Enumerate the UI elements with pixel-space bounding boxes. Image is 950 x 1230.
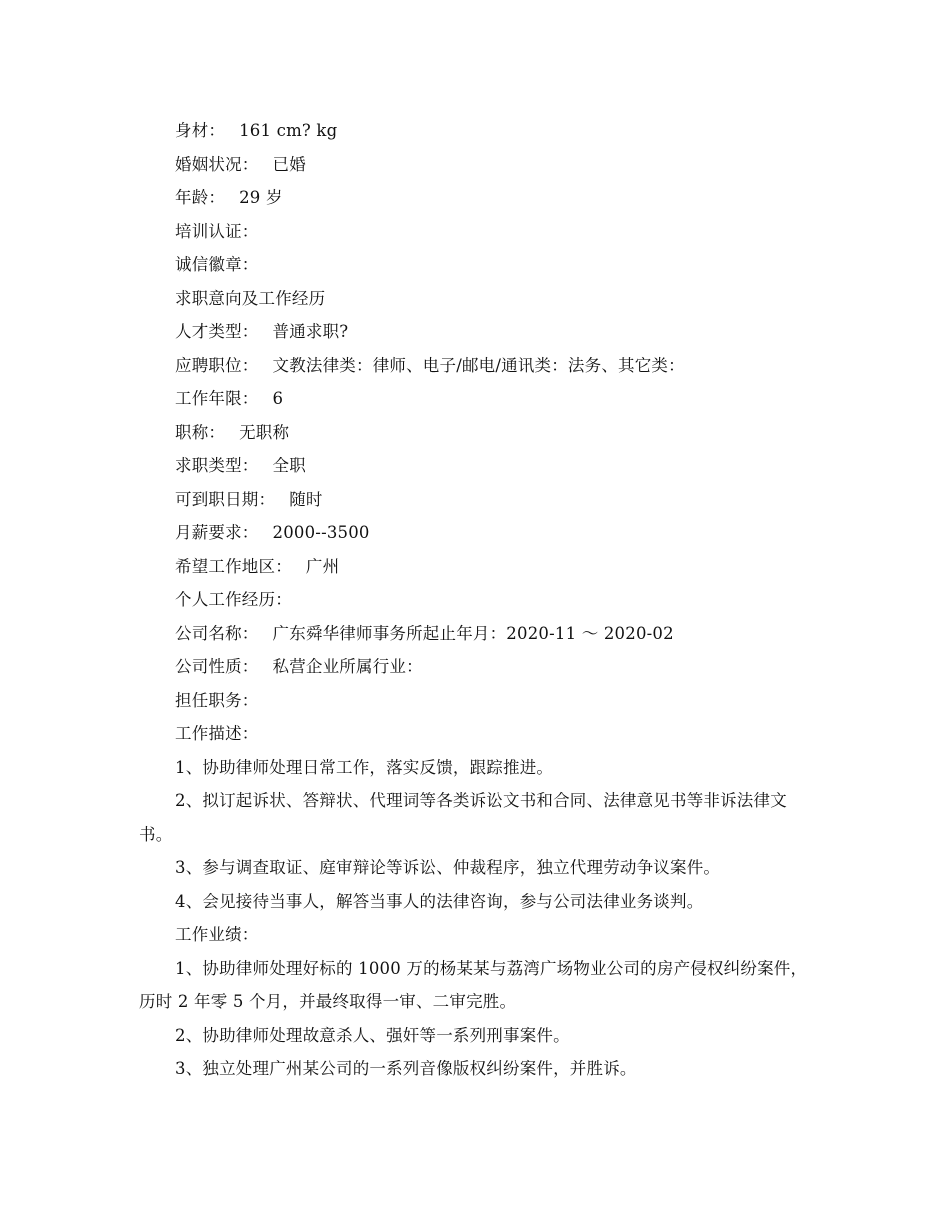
field-label: 公司性质： xyxy=(175,657,259,676)
field-label: 培训认证： xyxy=(175,221,259,241)
field-value: 161 cm? kg xyxy=(239,121,338,140)
field-value: 普通求职? xyxy=(272,322,349,341)
field-integrity-badge xyxy=(139,248,819,282)
field-position xyxy=(139,349,819,383)
field-value: 全职 xyxy=(272,456,306,475)
field-value: 广东舜华律师事务所起止年月：2020-11 ～ 2020-02 xyxy=(272,623,674,643)
experience-title: 个人工作经历： xyxy=(175,590,292,609)
field-job-type xyxy=(139,449,819,483)
duty-item: 2、拟订起诉状、答辩状、代理词等各类诉讼文书和合同、法律意见书等非诉法律文书。 xyxy=(139,791,787,844)
achievement-item: 1、协助律师处理好标的 1000 万的杨某某与荔湾广场物业公司的房产侵权纠纷案件，历时 2 年零 5 个月，并最终取得一审、二审完胜。 xyxy=(139,958,808,1011)
field-value: 文教法律类：律师、电子/邮电/通讯类：法务、其它类： xyxy=(272,355,685,375)
field-value: 6 xyxy=(272,389,284,408)
section-title: 求职意向及工作经历 xyxy=(175,288,326,308)
field-role xyxy=(139,684,819,718)
field-available-date xyxy=(139,483,819,517)
field-title xyxy=(139,416,819,450)
field-value: 29 岁 xyxy=(239,188,283,207)
field-height xyxy=(139,114,819,148)
field-label: 身材： xyxy=(175,121,226,140)
field-value: 私营企业所属行业： xyxy=(272,657,423,676)
field-marital-status xyxy=(139,148,819,182)
field-years-of-work xyxy=(139,382,819,416)
field-label: 月薪要求： xyxy=(175,523,259,542)
field-value: 随时 xyxy=(289,489,323,509)
field-salary xyxy=(139,516,819,550)
field-value: 已婚 xyxy=(272,154,306,174)
field-talent-type xyxy=(139,315,819,349)
field-company-name xyxy=(139,617,819,651)
field-label: 人才类型： xyxy=(175,322,259,341)
duty-item: 1、协助律师处理日常工作，落实反馈，跟踪推进。 xyxy=(175,757,554,777)
field-label: 应聘职位： xyxy=(175,355,259,375)
field-age xyxy=(139,181,819,215)
achievement-item: 3、独立处理广州某公司的一系列音像版权纠纷案件，并胜诉。 xyxy=(175,1059,637,1078)
field-label: 公司名称： xyxy=(175,623,259,643)
field-label: 工作年限： xyxy=(175,389,259,408)
duty-item: 4、会见接待当事人，解答当事人的法律咨询，参与公司法律业务谈判。 xyxy=(175,891,704,911)
field-label: 诚信徽章： xyxy=(175,255,259,274)
field-label: 希望工作地区： xyxy=(175,556,292,576)
resume-body xyxy=(139,114,819,1086)
field-label: 担任职务： xyxy=(175,690,259,710)
field-certification xyxy=(139,215,819,249)
field-label: 婚姻状况： xyxy=(175,154,259,174)
duty-item: 3、参与调查取证、庭审辩论等诉讼、仲裁程序，独立代理劳动争议案件。 xyxy=(175,858,721,877)
field-value: 广州 xyxy=(305,556,340,576)
field-work-area xyxy=(139,550,819,584)
field-label: 可到职日期： xyxy=(175,489,276,509)
field-label: 职称： xyxy=(175,422,226,442)
achievements-title: 工作业绩： xyxy=(175,925,259,944)
duties-title: 工作描述： xyxy=(175,724,259,743)
field-value: 2000--3500 xyxy=(272,523,370,542)
field-company-type xyxy=(139,650,819,684)
field-value: 无职称 xyxy=(239,422,290,442)
field-label: 求职类型： xyxy=(175,456,259,475)
achievement-item: 2、协助律师处理故意杀人、强奸等一系列刑事案件。 xyxy=(175,1025,570,1045)
field-label: 年龄： xyxy=(175,188,226,207)
